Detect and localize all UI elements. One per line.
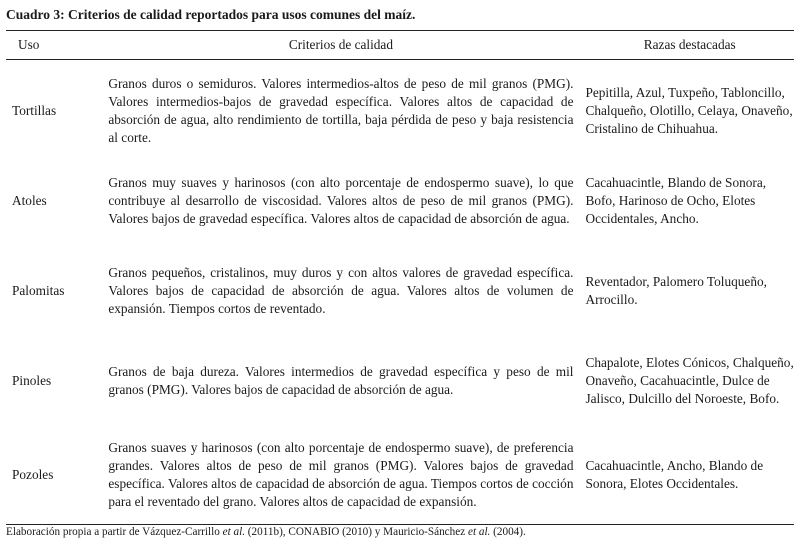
source-note-text-2: (2011b), CONABIO (2010) y Mauricio-Sánchez — [245, 526, 468, 538]
cell-razas: Pepitilla, Azul, Tuxpeño, Tabloncillo, Chalqueño, Olotillo, Celaya, Onaveño, Cristalino de Chihuahua. — [585, 84, 793, 137]
header-criterios: Criterios de calidad — [102, 31, 581, 60]
table-caption: Cuadro 3: Criterios de calidad reportados para usos comunes del maíz. — [6, 7, 416, 22]
source-note-etal-1: et al. — [222, 526, 245, 538]
source-note — [6, 526, 526, 538]
cell-criterios: Granos pequeños, cristalinos, muy duros y con altos valores de gravedad específica. Valores bajos de capacidad de absorción de agua. Valores altos de volumen de expansión. Tiempos cortos de reventado. — [108, 264, 574, 317]
source-note-text-3: (2004). — [490, 526, 526, 538]
cell-uso: Pinoles — [12, 372, 52, 388]
cell-uso: Atoles — [12, 192, 47, 208]
quality-criteria-table — [6, 30, 794, 525]
cell-uso: Tortillas — [12, 102, 57, 118]
source-note-etal-2: et al. — [467, 526, 491, 538]
cell-razas: Cacahuacintle, Ancho, Blando de Sonora, Elotes Occidentales. — [581, 426, 794, 525]
cell-uso: Pozoles — [6, 426, 102, 525]
cell-criterios: Granos muy suaves y harinosos (con alto porcentaje de endospermo suave), lo que contribuye al desarrollo de viscosidad. Valores altos de peso de mil granos (PMG). Valores bajos de gravedad específica. Valores altos de capacidad de absorción de agua. — [108, 174, 574, 227]
table-row — [6, 246, 794, 336]
table-row — [6, 336, 794, 426]
cell-razas: Reventador, Palomero Toluqueño, Arrocillo. — [585, 273, 767, 307]
source-note-text-1: Elaboración propia a partir de Vázquez-Carrillo — [6, 526, 223, 538]
table-row — [6, 60, 794, 157]
header-razas: Razas destacadas — [581, 31, 794, 60]
cell-criterios: Granos de baja dureza. Valores intermedios de gravedad específica y peso de mil granos (PMG). Valores bajos de capacidad de absorción de agua. — [108, 363, 574, 397]
table-row — [6, 156, 794, 246]
cell-razas: Chapalote, Elotes Cónicos, Chalqueño, Onaveño, Cacahuacintle, Dulce de Jalisco, Dulcillo del Noroeste, Bofo. — [585, 354, 794, 407]
cell-criterios: Granos suaves y harinosos (con alto porcentaje de endospermo suave), de preferencia grandes. Valores altos de peso de mil granos (PMG). Valores bajos de gravedad específica. Valores altos de capacidad de absorción de agua. Tiempos cortos de cocción para el reventado del grano. Valores altos de capacidad de expansión. — [102, 426, 581, 525]
cell-razas: Cacahuacintle, Blando de Sonora, Bofo, Harinoso de Ocho, Elotes Occidentales, Ancho. — [585, 174, 767, 227]
table-header-row — [6, 31, 794, 60]
cell-uso: Palomitas — [12, 282, 65, 298]
cell-criterios: Granos duros o semiduros. Valores intermedios-altos de peso de mil granos (PMG). Valores intermedios-bajos de gravedad específica. Valores altos de capacidad de absorción de agua, alto rendimiento de tortilla, baja pérdida de peso y baja resistencia al corte. — [108, 75, 574, 146]
table-row — [6, 426, 794, 525]
header-uso: Uso — [6, 31, 102, 60]
